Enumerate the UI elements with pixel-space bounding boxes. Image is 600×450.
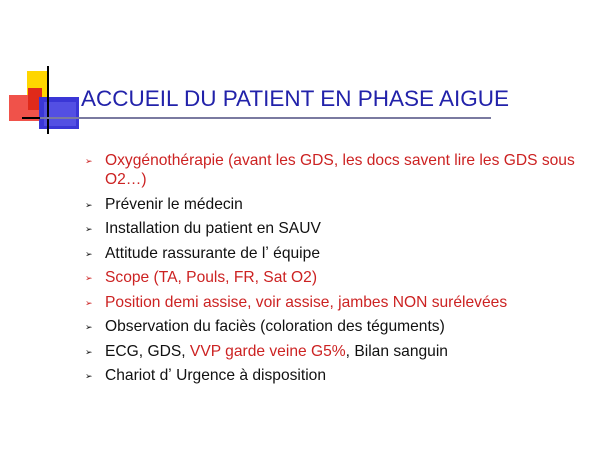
slide-title: ACCUEIL DU PATIENT EN PHASE AIGUE	[81, 86, 510, 111]
bullet-list	[82, 151, 582, 391]
bullet-item	[82, 293, 582, 312]
chevron-right-icon: ➢	[85, 371, 93, 381]
bullet-text: Attitude rassurante de lʼ équipe	[105, 244, 320, 262]
bullet-item	[82, 195, 582, 214]
bullet-item	[82, 366, 582, 385]
bullet-text-part: ECG, GDS,	[105, 342, 190, 360]
bullet-text: Prévenir le médecin	[105, 195, 243, 213]
bullet-item	[82, 219, 582, 238]
chevron-right-icon: ➢	[85, 156, 93, 166]
bullet-text: Position demi assise, voir assise, jambes NON surélevées	[105, 293, 508, 311]
bullet-item	[82, 342, 582, 361]
bullet-text-part: , Bilan sanguin	[345, 342, 448, 360]
bullet-item	[82, 268, 582, 287]
bullet-item	[82, 151, 582, 189]
bullet-text: Observation du faciès (coloration des téguments)	[105, 318, 445, 335]
bullet-text-highlight: VVP garde veine G5%	[189, 342, 346, 360]
chevron-right-icon: ➢	[85, 199, 93, 210]
slide-logo	[0, 0, 90, 140]
chevron-right-icon: ➢	[85, 346, 93, 357]
bullet-text: Chariot dʼ Urgence à disposition	[105, 367, 327, 384]
bullet-text: Installation du patient en SAUV	[105, 220, 321, 237]
logo-blue-square-inner	[44, 102, 76, 126]
bullet-text: Scope (TA, Pouls, FR, Sat O2)	[105, 269, 318, 286]
chevron-right-icon: ➢	[85, 224, 93, 234]
bullet-item	[82, 244, 582, 263]
bullet-item	[82, 317, 582, 336]
bullet-text: Oxygénothérapie (avant les GDS, les docs savent lire les GDS sous O2…)	[105, 152, 575, 188]
chevron-right-icon: ➢	[85, 297, 93, 308]
chevron-right-icon: ➢	[85, 248, 93, 259]
title-underline	[40, 117, 491, 119]
chevron-right-icon: ➢	[85, 273, 93, 283]
chevron-right-icon: ➢	[85, 322, 93, 332]
logo-vertical-line	[47, 66, 49, 134]
